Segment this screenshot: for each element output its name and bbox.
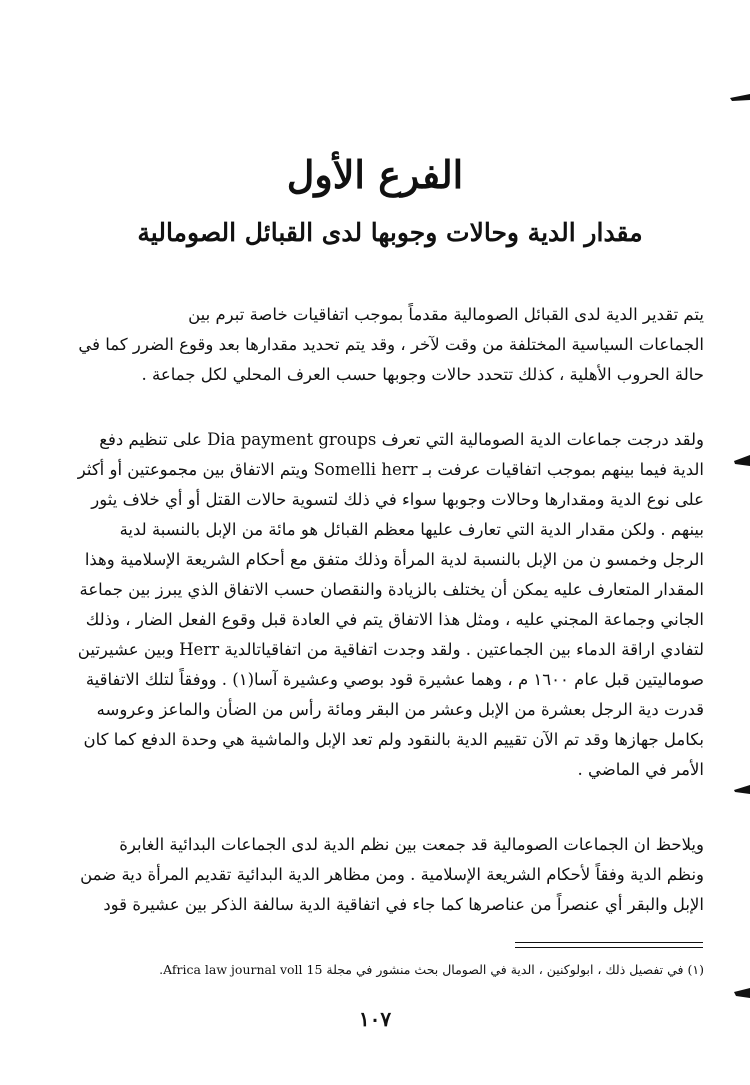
- binding-mark-2: [734, 452, 750, 468]
- paragraph-3: ويلاحظ ان الجماعات الصومالية قد جمعت بين نظم الدية لدى الجماعات البدائية الغابرة ونظم الدية وفقاً لأحكام الشريعة الإسلامية . ومن مظاهر الدية البدائية تقديم المرأة دية ضمن الإبل والبقر أي عنصراً من عناصرها كما جاء في اتفاقية الدية سالفة الذكر بين عشيرة قود: [80, 835, 704, 914]
- paragraph-1: يتم تقدير الدية لدى القبائل الصومالية مقدماً بموجب اتفاقيات خاصة تبرم بين الجماعات السياسية المختلفة من وقت لآخر ، وقد يتم تحديد مقدارها بعد وقوع الضرر كما في حالة الحروب الأهلية ، كذلك تتحدد حالات وجوبها حسب العرف المحلي لكل جماعة .: [78, 305, 704, 384]
- binding-mark-3: [734, 782, 750, 796]
- footnote-divider: [515, 942, 703, 948]
- footnote: (١) في تفصيل ذلك ، ابولوكنين ، الدية في الصومال بحث منشور في مجلة Africa law journal voll 15.: [159, 962, 704, 977]
- page-number: ١٠٧: [358, 1007, 392, 1031]
- paragraph-2: ولقد درجت جماعات الدية الصومالية التي تعرف Dia payment groups على تنظيم دفع الدية فيما بينهم بموجب اتفاقيات عرفت بـ Somelli herr ويتم الاتفاق بين مجموعتين أو أكثر على نوع الدية ومقدارها وحالات وجوبها سواء في ذلك لتسوية حالات القتل أو أي خلاف يثور بينهم . ولكن مقدار الدية التي تعارف عليها معظم القبائل هو مائة من الإبل بالنسبة لدية الرجل وخمسو ن من الإبل بالنسبة لدية المرأة وذلك متفق مع أحكام الشريعة الإسلامية وهذا المقدار المتعارف عليه يمكن أن يختلف بالزيادة والنقصان حسب الاتفاق الذي يبرز بين جماعة الجاني وجماعة المجني عليه ، ومثل هذا الاتفاق يتم في العادة قبل وقوع الفعل الضار ، وذلك لتفادي اراقة الدماء بين الجماعتين . ولقد وجدت اتفاقية من اتفاقياتالدية Herr وبين عشيرتين صوماليتين قبل عام ١٦٠٠ م ، وهما عشيرة قود بوصي وعشيرة آسا(١) . ووفقاً لتلك الاتفاقية قدرت دية الرجل بعشرة من الإبل وعشر من البقر ومائة رأس من الضأن والماعز وعروسه بكامل جهازها وقد تم الآن تقييم الدية بالنقود ولم تعد الإبل والماشية هي وحدة الدفع كما كان الأمر في الماضي .: [77, 430, 704, 779]
- binding-mark-4: [734, 986, 750, 1000]
- binding-mark-1: [730, 88, 750, 104]
- section-subtitle: مقدار الدية وحالات وجوبها لدى القبائل الصومالية: [137, 218, 643, 247]
- section-title: الفرع الأول: [286, 152, 464, 197]
